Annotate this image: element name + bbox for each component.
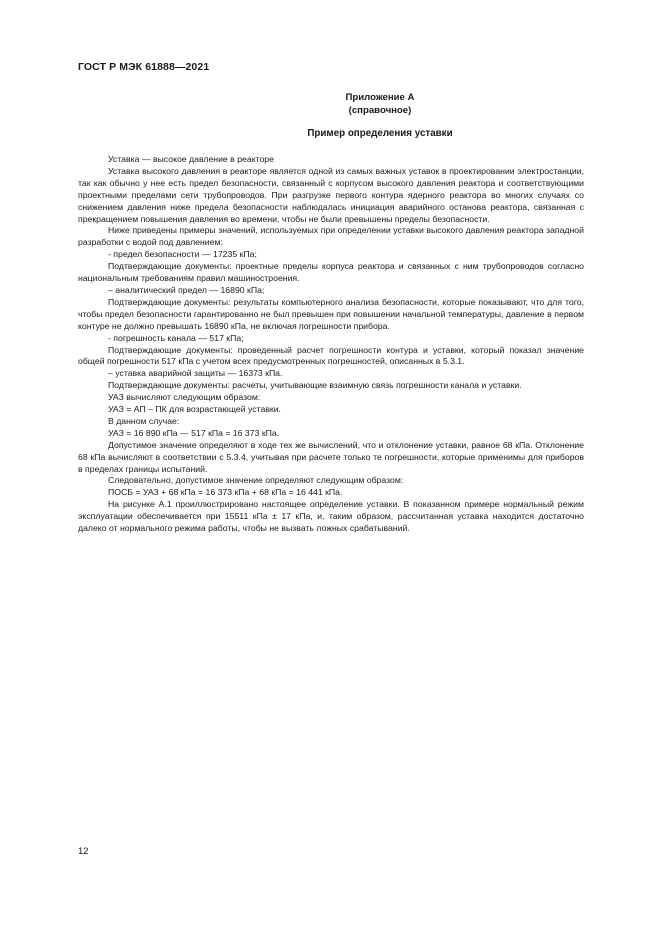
paragraph: Допустимое значение определяют в ходе тех же вычислений, что и отклонение уставки, равное 68 кПа. Отклонение 68 кПа вычисляют в соответствии с 5.3.4, учитывая при расчете только те погрешности, которые применимы для приборов в пределах границы испытаний.	[78, 439, 584, 474]
paragraph: Уставка высокого давления в реакторе является одной из самых важных уставок в проектировании электростанции, так как обычно у нее есть предел безопасности, связанный с корпусом высокого давления реактора и соответствующими проектными пределами сети трубопроводов. При разгрузке первого контура ядерного реактора во многих случаях со снижением давления ниже предела безопасности наблюдалась инициация аварийного останова реактора, связанная с прекращением повышения давления во времени, чтобы не были превышены пределы безопасности.	[78, 165, 584, 224]
paragraph: Подтверждающие документы: расчеты, учитывающие взаимную связь погрешности канала и уставки.	[108, 380, 522, 391]
formula: УАЗ = 16 890 кПа — 517 кПа = 16 373 кПа.	[108, 427, 280, 438]
formula: ПОСБ = УАЗ + 68 кПа = 16 373 кПа + 68 кПа = 16 441 кПа.	[108, 487, 343, 498]
list-item: - погрешность канала — 517 кПа;	[108, 332, 244, 343]
page-number: 12	[78, 846, 89, 857]
paragraph: В данном случае:	[108, 415, 180, 426]
paragraph: УАЗ вычисляют следующим образом:	[108, 392, 261, 403]
paragraph: На рисунке А.1 проиллюстрировано настоящее определение уставки. В показанном примере нормальный режим эксплуатации обеспечивается при 15511 кПа ± 17 кПа, и, таким образом, рассчитанная уставка находится достаточно далеко от нормального режима работы, чтобы не вызвать ложных срабатываний.	[78, 499, 584, 534]
list-item: – аналитический предел — 16890 кПа;	[108, 284, 265, 295]
document-body	[78, 154, 584, 535]
paragraph: Уставка — высокое давление в реакторе	[108, 154, 274, 164]
section-title: Пример определения уставки	[307, 128, 453, 139]
list-item: - предел безопасности — 17235 кПа;	[108, 249, 257, 260]
paragraph: Ниже приведены примеры значений, используемых при определении уставки высокого давления реактора западной разработки с водой под давлением:	[78, 225, 584, 248]
appendix-title: Приложение А	[345, 92, 415, 103]
paragraph: Подтверждающие документы: проведенный расчет погрешности контура и уставки, который показал значение общей погрешности 517 кПа с учетом всех предусмотренных погрешностей, описанных в 5.3.1.	[78, 344, 584, 367]
paragraph: Подтверждающие документы: проектные пределы корпуса реактора и связанных с ним трубопроводов согласно национальным требованиям правил машиностроения.	[78, 261, 584, 284]
paragraph: Следовательно, допустимое значение определяют следующим образом:	[108, 475, 404, 486]
paragraph: Подтверждающие документы: результаты компьютерного анализа безопасности, которые показывают, что для того, чтобы предел безопасности гарантированно не был превышен при повышении начальной температуры, давление в первом контуре не должно превышать 16890 кПа, не включая погрешности прибора.	[78, 296, 584, 331]
list-item: – уставка аварийной защиты — 16373 кПа.	[108, 368, 283, 379]
appendix-subtitle: (справочное)	[348, 105, 412, 116]
formula: УАЗ = АП – ПК для возрастающей уставки.	[108, 404, 281, 415]
standard-header: ГОСТ Р МЭК 61888—2021	[78, 61, 210, 73]
